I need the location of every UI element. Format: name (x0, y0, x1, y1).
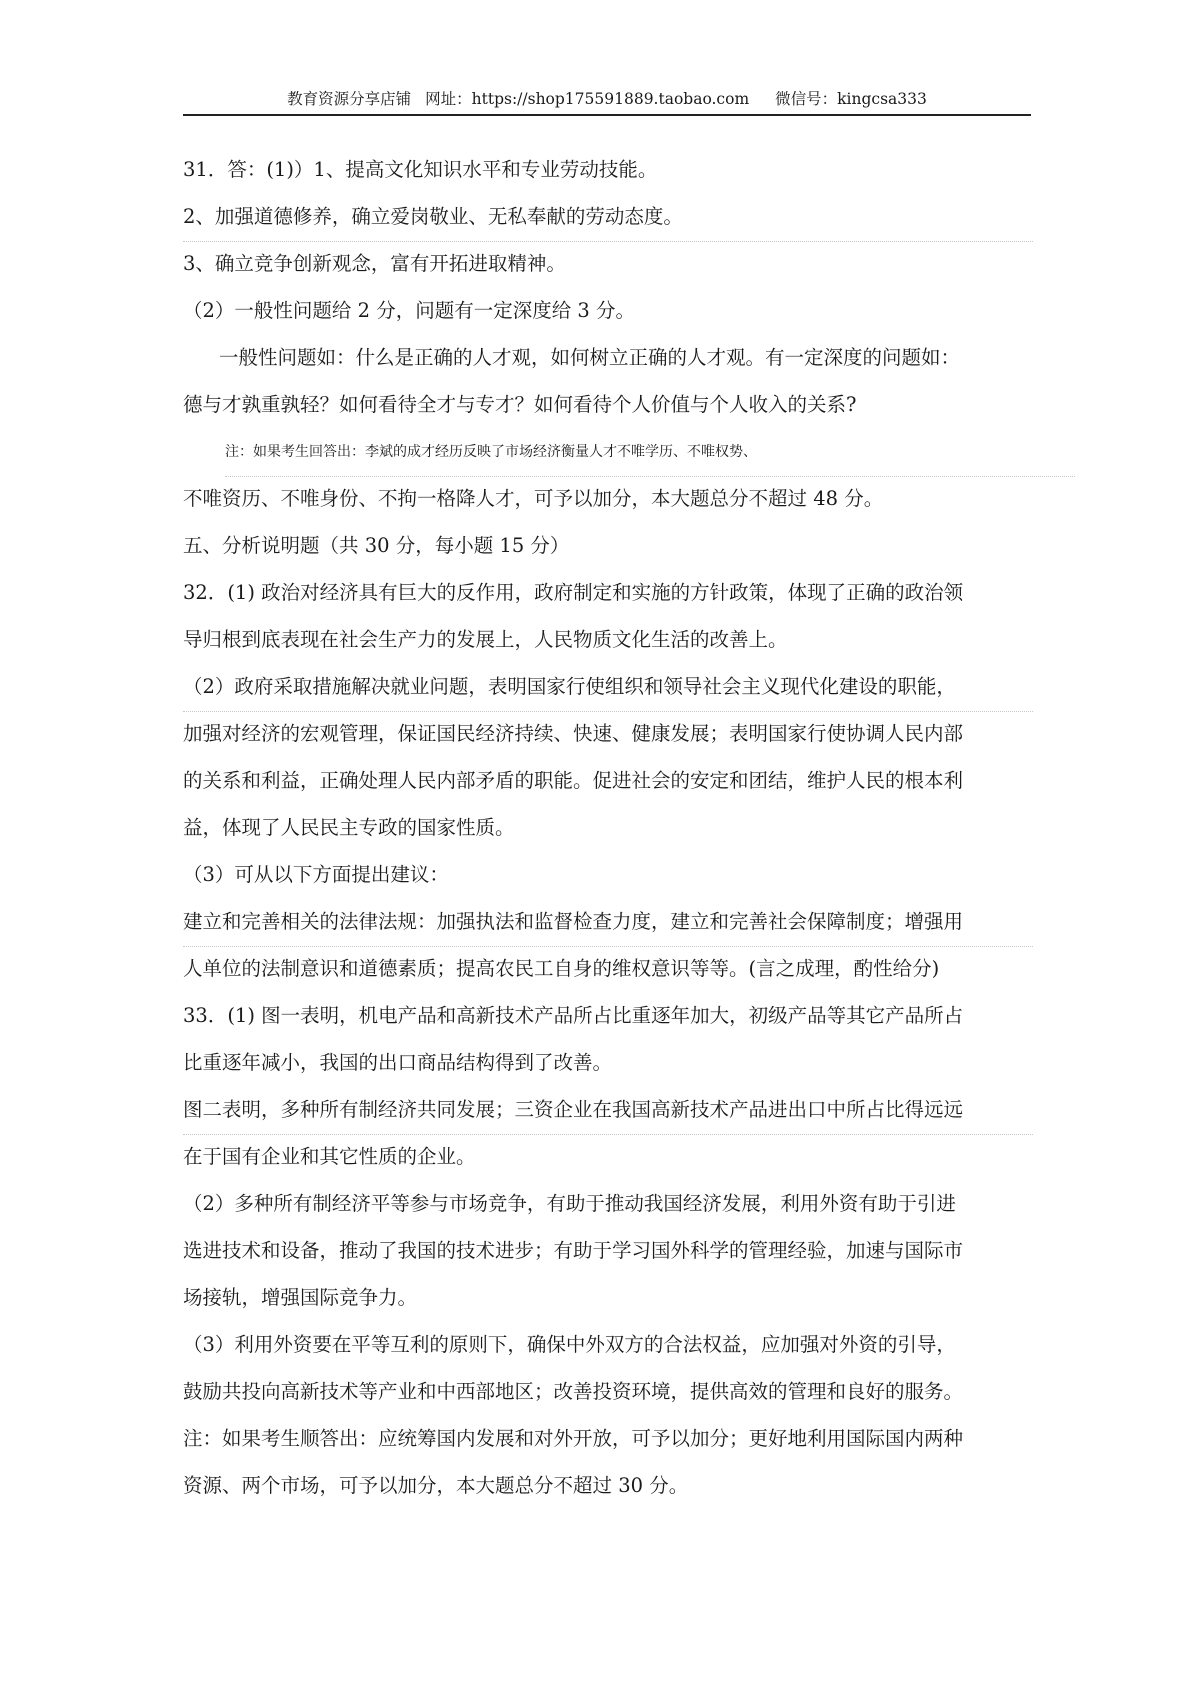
text-line: 的关系和利益，正确处理人民内部矛盾的职能。促进社会的安定和团结，维护人民的根本利 (183, 769, 964, 792)
text-line: 31．答：(1)）1、提高文化知识水平和专业劳动技能。 (183, 158, 658, 181)
text-line: 3、确立竞争创新观念，富有开拓进取精神。 (183, 252, 566, 275)
text-line: 选进技术和设备，推动了我国的技术进步；有助于学习国外科学的管理经验，加速与国际市 (183, 1239, 964, 1262)
text-line: 鼓励共投向高新技术等产业和中西部地区；改善投资环境，提供高效的管理和良好的服务。 (183, 1380, 964, 1403)
text-line: （3）利用外资要在平等互利的原则下，确保中外双方的合法权益，应加强对外资的引导， (183, 1333, 956, 1356)
text-line: 比重逐年减小，我国的出口商品结构得到了改善。 (183, 1051, 613, 1074)
text-line: 33．(1) 图一表明，机电产品和高新技术产品所占比重逐年加大，初级产品等其它产品所占 (183, 1004, 964, 1027)
text-line: 人单位的法制意识和道德素质；提高农民工自身的维权意识等等。(言之成理，酌性给分) (183, 957, 940, 980)
text-line: 32．(1) 政治对经济具有巨大的反作用，政府制定和实施的方针政策，体现了正确的政治领 (183, 581, 964, 604)
header-site: 网址：https://shop175591889.taobao.com (425, 90, 750, 108)
text-line: 一般性问题如：什么是正确的人才观，如何树立正确的人才观。有一定深度的问题如： (219, 346, 961, 369)
section-heading: 五、分析说明题（共 30 分，每小题 15 分） (183, 534, 570, 557)
text-line: （2）多种所有制经济平等参与市场竞争，有助于推动我国经济发展，利用外资有助于引进 (183, 1192, 956, 1215)
text-line: 不唯资历、不唯身份、不拘一格降人才，可予以加分，本大题总分不超过 48 分。 (183, 487, 884, 510)
text-line: （2）一般性问题给 2 分，问题有一定深度给 3 分。 (183, 299, 636, 322)
text-line: 建立和完善相关的法律法规：加强执法和监督检查力度，建立和完善社会保障制度；增强用 (183, 904, 963, 950)
text-line: 益，体现了人民民主专政的国家性质。 (183, 816, 515, 839)
header-shop: 教育资源分享店铺 (287, 90, 412, 108)
page-header (183, 88, 1031, 116)
text-line: 注：如果考生顺答出：应统筹国内发展和对外开放，可予以加分；更好地利用国际国内两种 (183, 1427, 964, 1450)
text-line: 导归根到底表现在社会生产力的发展上，人民物质文化生活的改善上。 (183, 628, 788, 651)
text-line: （3）可从以下方面提出建议： (183, 863, 449, 886)
text-line: 德与才孰重孰轻？如何看待全才与专才？如何看待个人价值与个人收入的关系? (183, 393, 857, 416)
text-line: 注：如果考生回答出：李斌的成才经历反映了市场经济衡量人才不唯学历、不唯权势、 (225, 434, 757, 480)
text-line: 图二表明，多种所有制经济共同发展；三资企业在我国高新技术产品进出口中所占比得远远 (183, 1092, 963, 1138)
header-wechat: 微信号：kingcsa333 (775, 90, 927, 108)
text-line: 2、加强道德修养，确立爱岗敬业、无私奉献的劳动态度。 (183, 199, 683, 245)
text-line: 加强对经济的宏观管理，保证国民经济持续、快速、健康发展；表明国家行使协调人民内部 (183, 722, 964, 745)
text-line: （2）政府采取措施解决就业问题，表明国家行使组织和领导社会主义现代化建设的职能， (183, 669, 956, 715)
text-line: 资源、两个市场，可予以加分，本大题总分不超过 30 分。 (183, 1474, 689, 1497)
text-line: 场接轨，增强国际竞争力。 (183, 1286, 418, 1309)
text-line: 在于国有企业和其它性质的企业。 (183, 1145, 476, 1168)
